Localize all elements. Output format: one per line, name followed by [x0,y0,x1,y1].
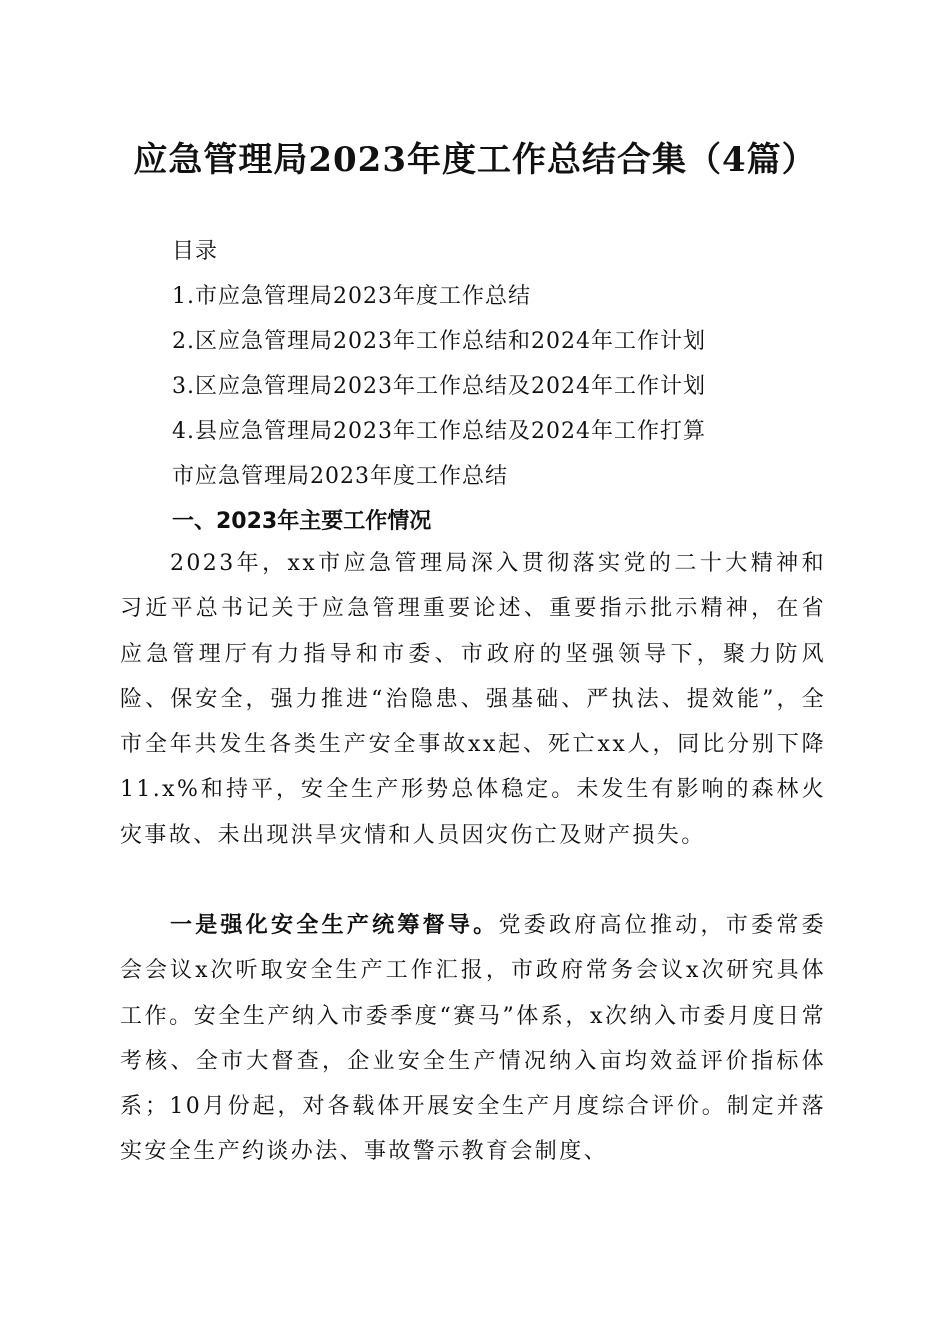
toc-item-4: 4.县应急管理局2023年工作总结及2024年工作打算 [172,419,706,444]
toc-item-1: 1.市应急管理局2023年度工作总结 [172,284,531,309]
paragraph-2-body: 党委政府高位推动，市委常委会会议x次听取安全生产工作汇报，市政府常务会议x次研究具体工作。安全生产纳入市委季度“赛马”体系，x次纳入市委月度日常考核、全市大督查，企业安全生产情况纳入亩均效益评价指标体系；10月份起，对各载体开展安全生产月度综合评价。制定并落实安全生产约谈办法、事故警示教育会制度、 [120,913,827,1165]
document-title: 应急管理局2023年度工作总结合集（4篇） [133,140,817,180]
paragraph-2 [120,903,826,1175]
paragraph-2-lead: 一是强化安全生产统筹督导。 [170,912,499,938]
article-title: 市应急管理局2023年度工作总结 [172,464,508,489]
paragraph-1: 2023年，xx市应急管理局深入贯彻落实党的二十大精神和习近平总书记关于应急管理重要论述、重要指示批示精神，在省应急管理厅有力指导和市委、市政府的坚强领导下，聚力防风险、保安全，强力推进“治隐患、强基础、严执法、提效能”，全市全年共发生各类生产安全事故xx起、死亡xx人，同比分别下降11.x%和持平，安全生产形势总体稳定。未发生有影响的森林火灾事故、未出现洪旱灾情和人员因灾伤亡及财产损失。 [120,551,826,848]
toc-heading: 目录 [172,239,219,264]
section-heading: 一、2023年主要工作情况 [172,509,432,534]
toc-item-3: 3.区应急管理局2023年工作总结及2024年工作计划 [172,374,706,399]
toc-item-2: 2.区应急管理局2023年工作总结和2024年工作计划 [172,329,706,354]
